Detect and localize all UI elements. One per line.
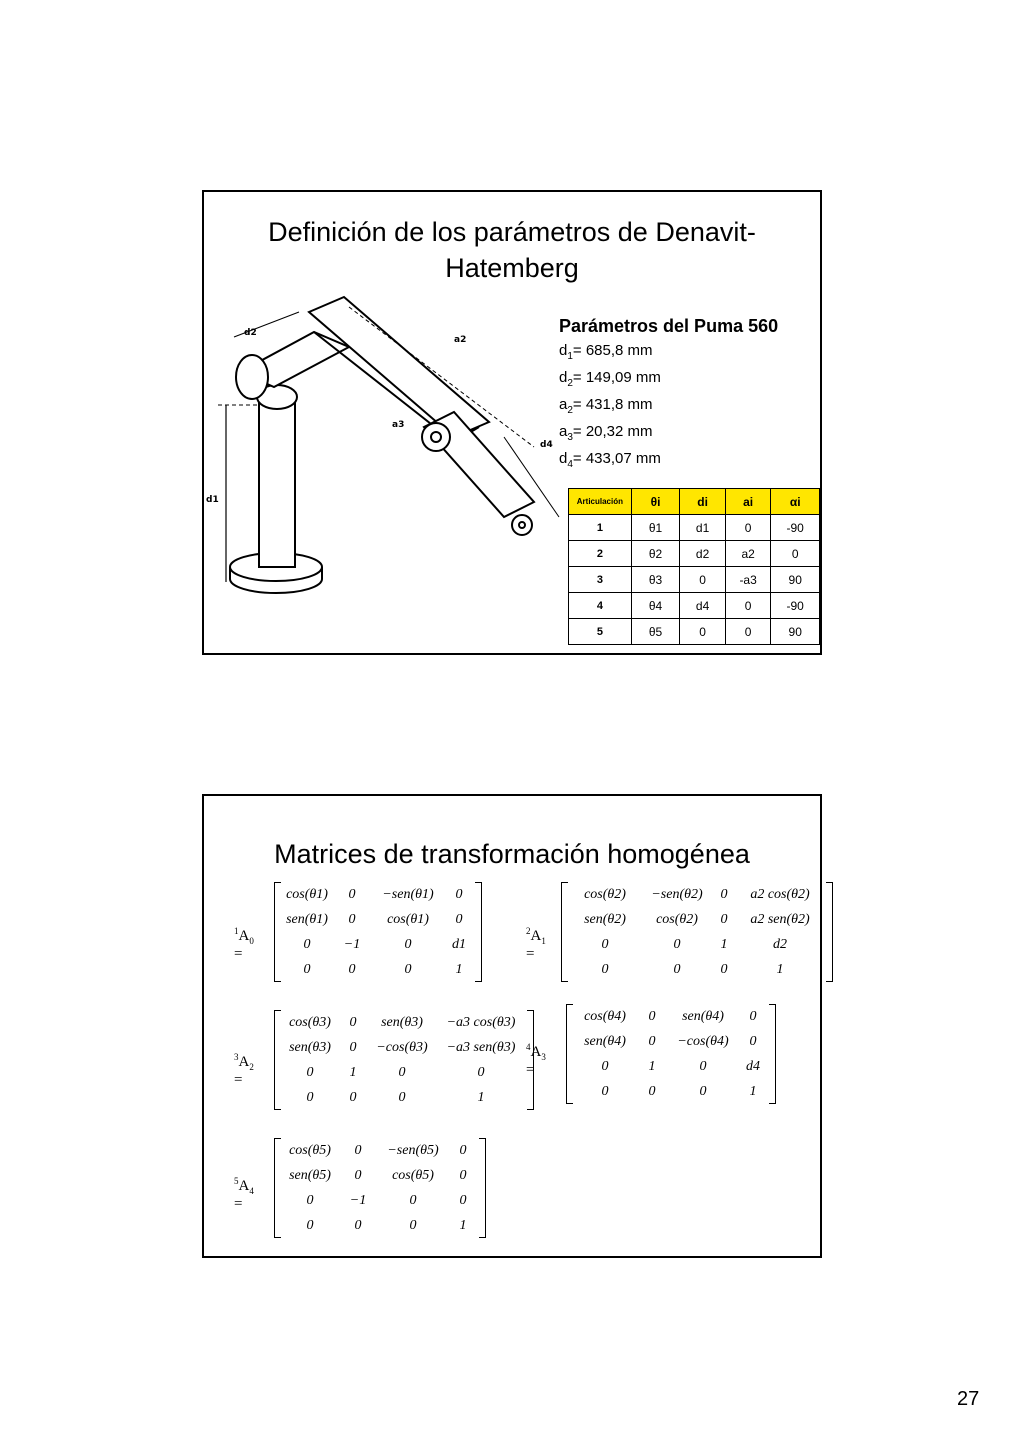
matrix-cell: cos(θ3): [289, 1015, 331, 1030]
slide-title-text: Matrices de transformación homogénea: [274, 839, 750, 869]
matrix-cell: 0: [404, 962, 412, 977]
param-row: $d_2= 149,09$ mm: [559, 369, 661, 389]
matrix-cell: 0: [306, 1218, 314, 1233]
matrix-cell: 0: [720, 912, 728, 927]
matrix-cell: 0: [404, 937, 412, 952]
table-cell: 0: [725, 593, 771, 619]
table-cell: 3: [569, 567, 632, 593]
table-cell: 0: [680, 619, 726, 645]
matrix-grid: [282, 882, 474, 982]
table-cell: 0: [771, 541, 820, 567]
matrix-label: $^2A_1$ =: [526, 926, 546, 962]
matrix-cell: 0: [354, 1168, 362, 1183]
page-number: 27: [957, 1388, 980, 1410]
matrix-cell: cos(θ4): [584, 1009, 626, 1024]
matrix-cell: a2 cos(θ2): [750, 887, 810, 902]
matrix-cell: −sen(θ1): [382, 887, 434, 902]
puma-params: [559, 314, 778, 475]
matrix-cell: cos(θ1): [387, 912, 429, 927]
label-d1: d1: [206, 495, 219, 505]
matrix-cell: −cos(θ3): [376, 1040, 428, 1055]
matrix-cell: sen(θ2): [584, 912, 626, 927]
slide-title: [204, 214, 820, 286]
matrix-cell: 0: [601, 937, 609, 952]
matrix-cell: cos(θ2): [656, 912, 698, 927]
matrix-label: $^5A_4$ =: [234, 1176, 254, 1212]
matrix-cell: 0: [349, 1090, 357, 1105]
matrix-cell: 0: [354, 1218, 362, 1233]
matrix-cell: 1: [720, 937, 728, 952]
matrix-grid: [574, 1004, 768, 1104]
matrix-cell: 0: [409, 1193, 417, 1208]
matrix-cell: d4: [746, 1059, 760, 1074]
matrix-cell: 0: [648, 1009, 656, 1024]
table-cell: θ1: [631, 515, 680, 541]
matrix-cell: 0: [699, 1059, 707, 1074]
matrix-cell: 0: [306, 1193, 314, 1208]
table-cell: d4: [680, 593, 726, 619]
matrix-cell: 0: [349, 1040, 357, 1055]
matrix-cell: 0: [459, 1143, 467, 1158]
matrix-grid: [282, 1010, 526, 1110]
col-header: αi: [771, 489, 820, 515]
table-cell: 5: [569, 619, 632, 645]
matrix-cell: 0: [601, 1059, 609, 1074]
matrix-cell: sen(θ4): [584, 1034, 626, 1049]
slide-transformation-matrices: [202, 794, 822, 1258]
matrix-cell: 0: [477, 1065, 485, 1080]
matrix-cell: 0: [303, 962, 311, 977]
matrix-cell: 1: [749, 1084, 757, 1099]
table-cell: 90: [771, 567, 820, 593]
matrix-cell: −1: [343, 937, 361, 952]
slide-title-text: Definición de los parámetros de Denavit-Hatemberg: [268, 217, 756, 283]
matrix-cell: 0: [348, 887, 356, 902]
matrix-cell: 0: [306, 1065, 314, 1080]
matrix-cell: cos(θ5): [392, 1168, 434, 1183]
table-cell: 4: [569, 593, 632, 619]
matrix-cell: 1: [459, 1218, 467, 1233]
matrix-cell: d1: [452, 937, 466, 952]
matrix-cell: 0: [673, 962, 681, 977]
matrix-cell: 1: [477, 1090, 485, 1105]
dh-table: [568, 488, 820, 645]
table-cell: a2: [725, 541, 771, 567]
matrix-cell: 0: [648, 1034, 656, 1049]
matrix-cell: 0: [459, 1168, 467, 1183]
matrix-cell: 0: [306, 1090, 314, 1105]
matrix-cell: 0: [601, 1084, 609, 1099]
matrix-cell: 0: [398, 1090, 406, 1105]
table-cell: θ4: [631, 593, 680, 619]
param-row: $d_4= 433,07$ mm: [559, 450, 661, 470]
matrix-cell: −sen(θ5): [387, 1143, 439, 1158]
table-cell: 1: [569, 515, 632, 541]
table-cell: d1: [680, 515, 726, 541]
matrix-cell: sen(θ4): [682, 1009, 724, 1024]
matrix-cell: 0: [455, 887, 463, 902]
matrix-cell: 0: [720, 887, 728, 902]
label-a3: a3: [392, 420, 405, 430]
matrix-cell: 0: [749, 1009, 757, 1024]
table-cell: θ3: [631, 567, 680, 593]
matrix-label: $^3A_2$ =: [234, 1052, 254, 1088]
table-row: [569, 593, 820, 619]
matrix-cell: a2 sen(θ2): [750, 912, 810, 927]
matrix-cell: 0: [455, 912, 463, 927]
table-cell: 2: [569, 541, 632, 567]
matrix-cell: 0: [720, 962, 728, 977]
matrix-label: $^1A_0$ =: [234, 926, 254, 962]
matrix-cell: 0: [398, 1065, 406, 1080]
matrix-cell: −a3 cos(θ3): [446, 1015, 516, 1030]
param-row: $a_2= 431,8$ mm: [559, 396, 653, 416]
matrix-cell: 0: [409, 1218, 417, 1233]
matrix-cell: 0: [348, 912, 356, 927]
matrix-cell: cos(θ5): [289, 1143, 331, 1158]
col-header: di: [680, 489, 726, 515]
matrix-cell: sen(θ3): [289, 1040, 331, 1055]
matrix-cell: 1: [648, 1059, 656, 1074]
label-d2: d2: [244, 328, 257, 338]
table-cell: θ2: [631, 541, 680, 567]
matrix-cell: 1: [455, 962, 463, 977]
matrix-cell: 0: [459, 1193, 467, 1208]
param-row: $a_3= 20,32$ mm: [559, 423, 653, 443]
matrix-cell: sen(θ1): [286, 912, 328, 927]
table-header-row: [569, 489, 820, 515]
matrix-cell: 0: [749, 1034, 757, 1049]
label-a2: a2: [454, 335, 467, 345]
table-cell: 0: [680, 567, 726, 593]
table-row: [569, 541, 820, 567]
params-title: Parámetros del Puma 560: [559, 316, 779, 336]
matrix-grid: [569, 882, 825, 982]
matrix-cell: 0: [354, 1143, 362, 1158]
puma-robot-diagram: [204, 277, 564, 607]
matrix-cell: 1: [776, 962, 784, 977]
matrix-cell: cos(θ1): [286, 887, 328, 902]
matrix-cell: 0: [601, 962, 609, 977]
table-cell: -a3: [725, 567, 771, 593]
matrix-cell: cos(θ2): [584, 887, 626, 902]
table-cell: d2: [680, 541, 726, 567]
matrix-cell: 0: [349, 1015, 357, 1030]
col-header: Articulación: [569, 489, 632, 515]
matrix-cell: −sen(θ2): [651, 887, 703, 902]
matrix-cell: 0: [648, 1084, 656, 1099]
label-d4: d4: [540, 440, 553, 450]
matrix-cell: 0: [303, 937, 311, 952]
matrix-cell: 1: [349, 1065, 357, 1080]
matrix-cell: 0: [348, 962, 356, 977]
col-header: θi: [631, 489, 680, 515]
table-cell: -90: [771, 515, 820, 541]
table-cell: θ5: [631, 619, 680, 645]
table-cell: 0: [725, 515, 771, 541]
table-cell: 0: [725, 619, 771, 645]
table-row: [569, 515, 820, 541]
table-row: [569, 619, 820, 645]
matrix-cell: 0: [673, 937, 681, 952]
matrix-cell: −a3 sen(θ3): [446, 1040, 516, 1055]
slide-dh-parameters: [202, 190, 822, 655]
slide-title: [204, 836, 820, 872]
param-row: $d_1= 685,8$ mm: [559, 342, 653, 362]
matrix-cell: −cos(θ4): [677, 1034, 729, 1049]
matrix-cell: −1: [349, 1193, 367, 1208]
col-header: ai: [725, 489, 771, 515]
table-cell: 90: [771, 619, 820, 645]
matrix-cell: 0: [699, 1084, 707, 1099]
matrix-cell: sen(θ5): [289, 1168, 331, 1183]
table-cell: -90: [771, 593, 820, 619]
matrix-label: $^4A_3$ =: [526, 1042, 546, 1078]
table-row: [569, 567, 820, 593]
matrix-cell: d2: [773, 937, 787, 952]
matrix-grid: [282, 1138, 478, 1238]
matrix-cell: sen(θ3): [381, 1015, 423, 1030]
